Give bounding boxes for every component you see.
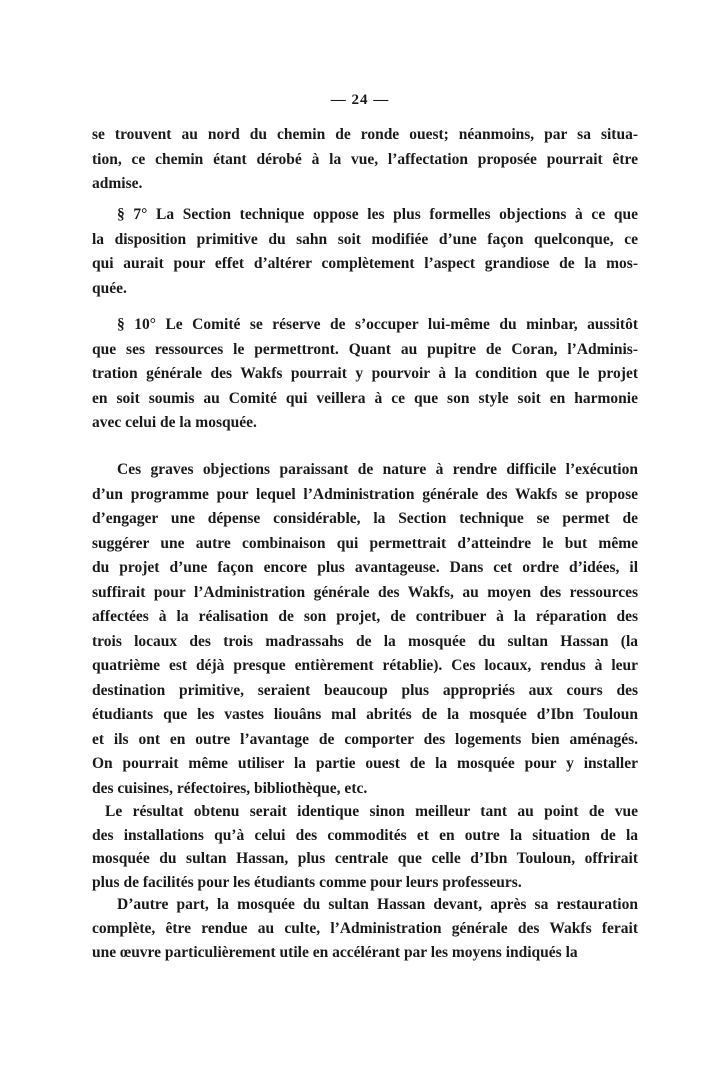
text-line: plus de facilités pour les étudiants comme pour leurs professeurs. [92,873,522,891]
text-line: § 10° Le Comité se réserve de s’occuper lui-même du minbar, aussitôt [117,316,638,333]
paragraph-other-part [92,893,638,965]
text-line: suffirait pour l’Administration générale des Wakfs, au moyen des ressources [92,583,638,601]
text-line: qui aurait pour effet d’altérer complètement l’aspect grandiose de la mos- [92,255,638,272]
text-line: complète, être rendue au culte, l’Administration générale des Wakfs ferait [92,920,638,937]
text-line: des cuisines, réfectoires, bibliothèque, etc. [92,779,368,797]
text-line: que ses ressources le permettront. Quant au pupitre de Coran, l’Adminis- [92,340,638,358]
text-line: la disposition primitive du sahn soit modifiée d’une façon quelconque, ce [92,230,638,248]
paragraph-1 [92,123,638,197]
paragraph-objections [92,458,638,801]
text-line: suggérer une autre combinaison qui permettrait d’atteindre le but même [92,534,638,552]
paragraph-section-7 [92,203,638,301]
text-line: d’un programme pour lequel l’Administration générale des Wakfs se propose [92,485,638,503]
text-line: quatrième est déjà presque entièrement rétablie). Ces locaux, rendus à leur [92,657,638,674]
text-line: On pourrait même utiliser la partie ouest de la mosquée pour y installer [92,755,638,772]
text-line: tion, ce chemin étant dérobé à la vue, l’affectation proposée pourrait être [92,150,638,168]
text-line: et ils ont en outre l’avantage de comporter des logements bien aménagés. [92,730,638,748]
text-line: D’autre part, la mosquée du sultan Hassan devant, après sa restauration [117,896,638,913]
text-line: avec celui de la mosquée. [92,414,257,431]
text-line: du projet d’une façon encore plus avantageuse. Dans cet ordre d’idées, il [92,559,638,576]
text-line: affectées à la réalisation de son projet, de contribuer à la réparation des [92,608,638,625]
text-line: admise. [92,175,143,192]
page-number: — 24 — [330,92,390,108]
text-line: Le résultat obtenu serait identique sinon meilleur tant au point de vue [105,803,638,820]
text-line: § 7° La Section technique oppose les plus formelles objections à ce que [117,206,638,223]
text-line: se trouvent au nord du chemin de ronde ouest; néanmoins, par sa situa- [92,126,638,143]
text-line: Ces graves objections paraissant de nature à rendre difficile l’exécution [117,461,638,478]
text-line: trois locaux des trois madrassahs de la mosquée du sultan Hassan (la [92,632,638,650]
paragraph-section-10 [92,313,638,436]
text-line: en soit soumis au Comité qui veillera à ce que son style soit en harmonie [92,389,638,407]
text-line: mosquée du sultan Hassan, plus centrale que celle d’Ibn Touloun, offrirait [92,850,638,867]
text-line: une œuvre particulièrement utile en accélérant par les moyens indiqués la [92,944,578,961]
paragraph-result [92,800,638,894]
text-line: tration générale des Wakfs pourrait y pourvoir à la condition que le projet [92,365,638,382]
text-line: d’engager une dépense considérable, la Section technique se permet de [92,510,638,527]
text-line: étudiants que les vastes liouâns mal abrités de la mosquée d’Ibn Touloun [92,706,638,723]
text-line: quée. [92,279,127,297]
text-line: des installations qu’à celui des commodités et en outre la situation de la [92,826,638,844]
text-line: destination primitive, seraient beaucoup plus appropriés aux cours des [92,681,638,699]
